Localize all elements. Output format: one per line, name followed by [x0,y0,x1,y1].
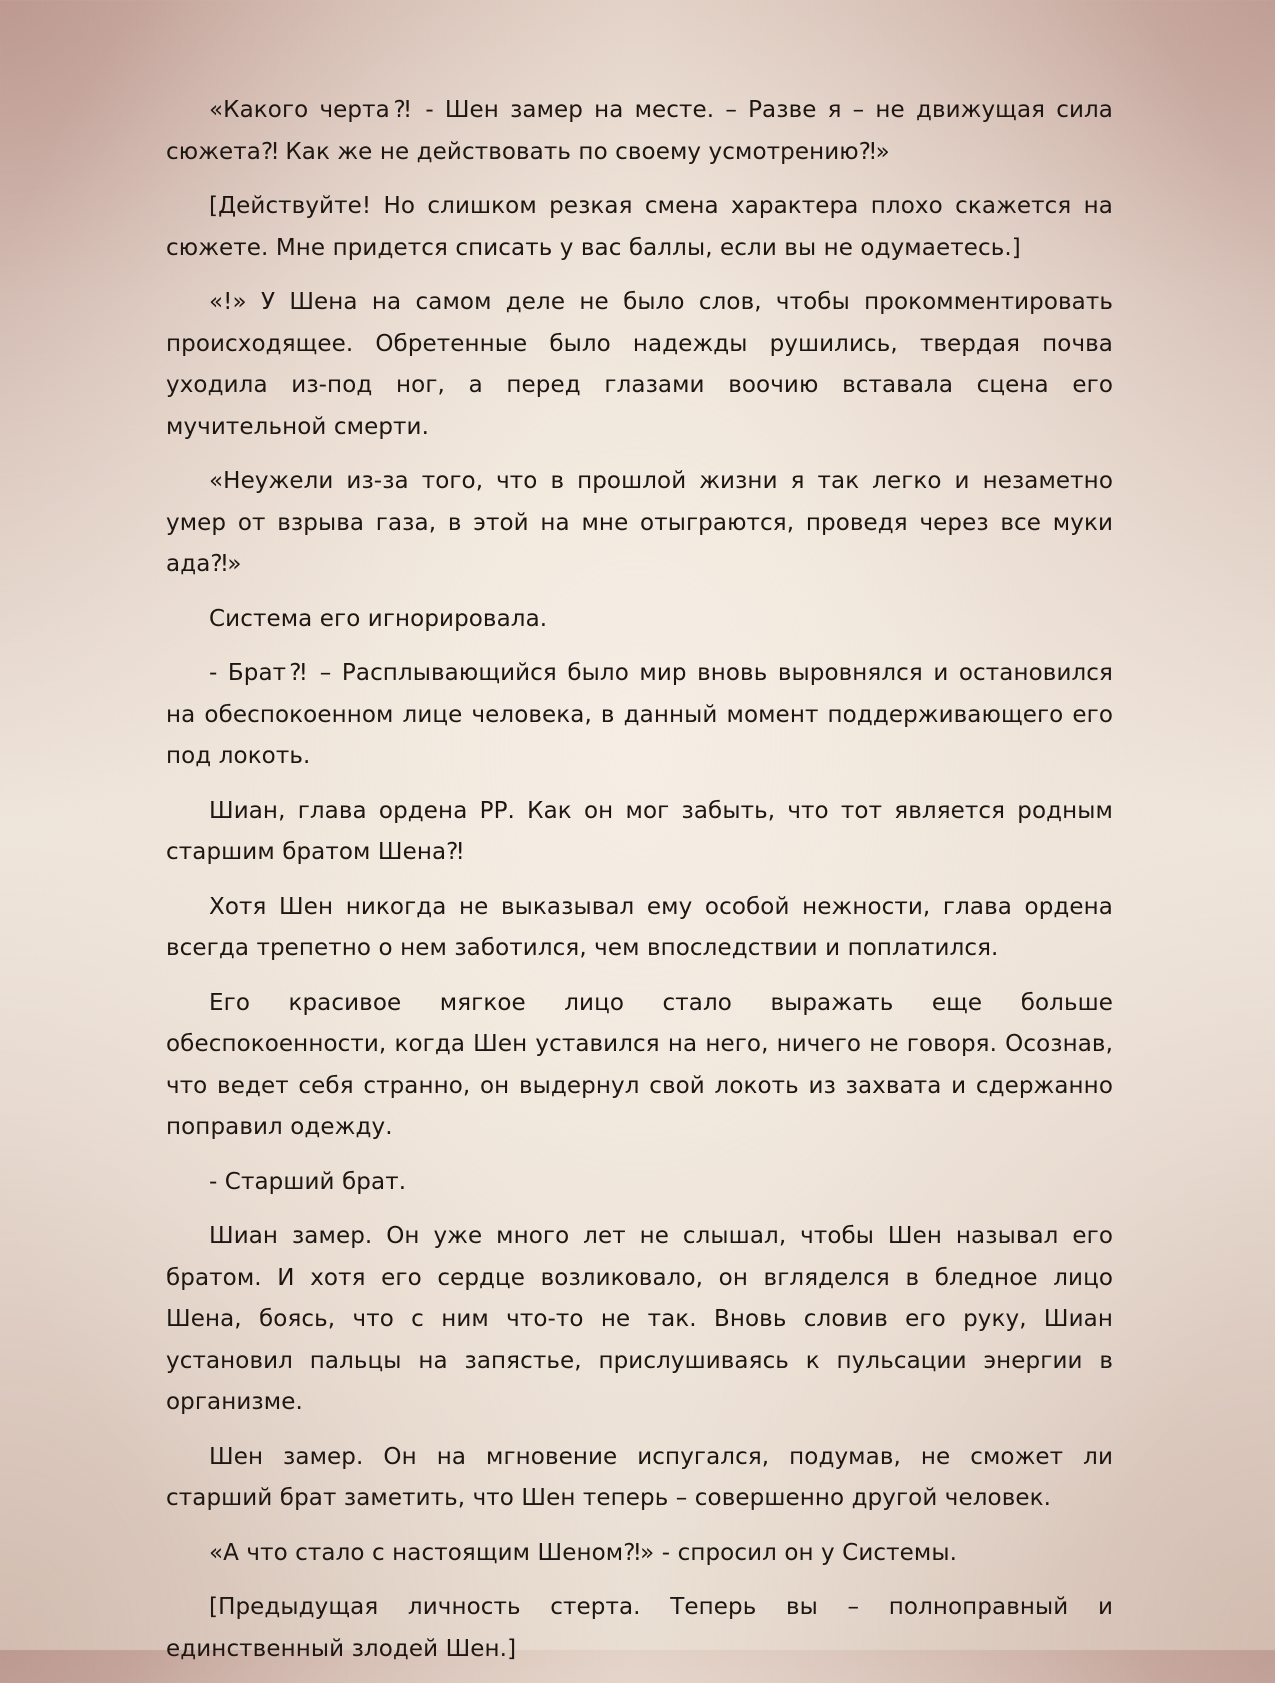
paragraph: Хотя Шен никогда не выказывал ему особой нежности, глава ордена всегда трепетно о нем заботился, чем впоследствии и поплатился. [166,893,1113,961]
paragraph: «Неужели из-за того, что в прошлой жизни я так легко и незаметно умер от взрыва газа, в этой на мне отыграются, проведя через все муки ада⁈» [166,468,1113,577]
paragraph: Система его игнорировала. [209,605,548,632]
paragraph: - Брат⁈ – Расплывающийся было мир вновь выровнялся и остановился на обеспокоенном лице человека, в данный момент поддерживающего его под локоть. [166,660,1113,769]
paragraph: Шиан замер. Он уже много лет не слышал, чтобы Шен называл его братом. И хотя его сердце возликовало, он вгляделся в бледное лицо Шена, боясь, что с ним что-то не так. Вновь словив его руку, Шиан установил пальцы на запястье, прислушиваясь к пульсации энергии в организме. [166,1223,1113,1415]
paragraph: Шиан, глава ордена РР. Как он мог забыть, что тот является родным старшим братом Шена⁈ [166,797,1113,865]
paragraph: [Действуйте! Но слишком резкая смена характера плохо скажется на сюжете. Мне придется списать у вас баллы, если вы не одумаетесь.] [166,193,1113,261]
paragraph: [Предыдущая личность стерта. Теперь вы – полноправный и единственный злодей Шен.] [166,1594,1113,1662]
paragraph: «Какого черта⁈ - Шен замер на месте. – Разве я – не движущая сила сюжета⁈ Как же не действовать по своему усмотрению⁈» [166,97,1113,165]
paragraph: «!» У Шена на самом деле не было слов, чтобы прокомментировать происходящее. Обретенные было надежды рушились, твердая почва уходила из-под ног, а перед глазами воочию вставала сцена его мучительной смерти. [166,289,1113,440]
paragraph: Его красивое мягкое лицо стало выражать еще больше обеспокоенности, когда Шен уставился на него, ничего не говоря. Осознав, что ведет себя странно, он выдернул свой локоть из захвата и сдержанно поправил одежду. [166,989,1113,1140]
paragraph: - Старший брат. [209,1168,407,1195]
document-body [166,90,1113,1683]
paragraph: «А что стало с настоящим Шеном⁈» - спросил он у Системы. [209,1539,958,1566]
paragraph: Шен замер. Он на мгновение испугался, подумав, не сможет ли старший брат заметить, что Шен теперь – совершенно другой человек. [166,1443,1113,1511]
